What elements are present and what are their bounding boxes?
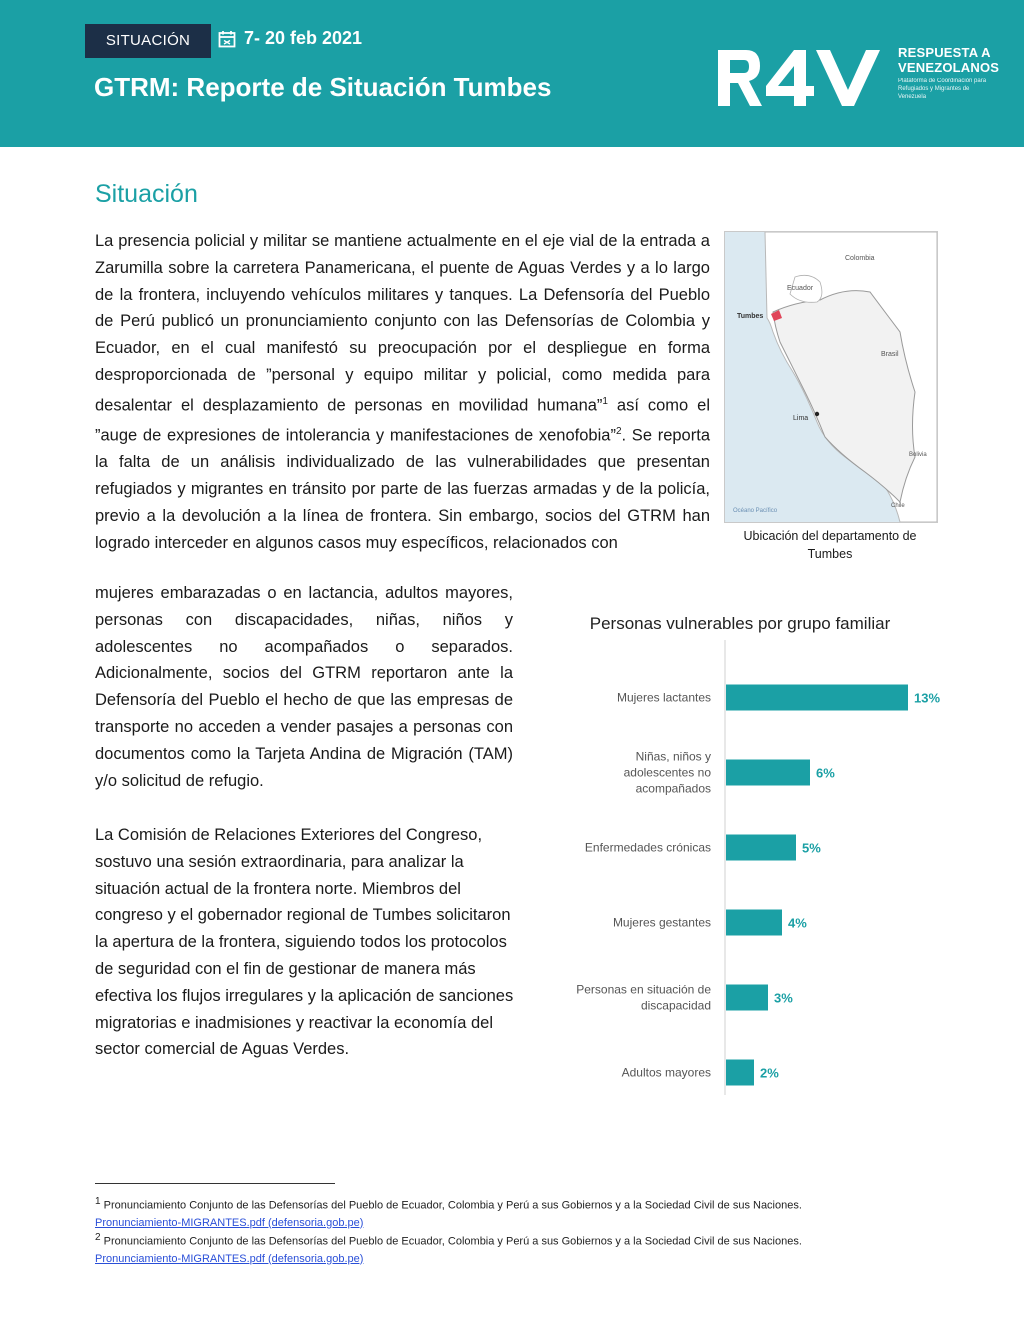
footnote-2-text: Pronunciamiento Conjunto de las Defensorías del Pueblo de Ecuador, Colombia y Perú a sus Gobiernos y a la Sociedad Civil de sus Naciones. [103, 1235, 802, 1248]
map-label-chile: Chile [891, 503, 905, 509]
map-label-ocean: Océano Pacífico [733, 508, 778, 514]
map-label-tumbes: Tumbes [737, 313, 764, 320]
map-label-brasil: Brasil [881, 351, 899, 358]
paragraph-2: La Comisión de Relaciones Exteriores del Congreso, sostuvo una sesión extraordinaria, para analizar la situación actual de la frontera norte. Miembros del congreso y el gobernador regional de Tumbes solicitaron la apertura de la frontera, siguiendo todos los protocolos de seguridad con el fin de gestionar de manera más efectiva los flujos irregulares y la aplicación de sanciones migratorias e inadmisiones y reactivar la economía del sector comercial de Aguas Verdes. [95, 826, 514, 1059]
chart-category-label: Personas en situación de discapacidad [576, 982, 711, 1013]
map-label-colombia: Colombia [845, 255, 875, 262]
chart-value-label: 2% [760, 1065, 779, 1081]
date-text: 7- 20 feb 2021 [244, 28, 363, 48]
chart-value-label: 5% [802, 840, 821, 856]
map-caption: Ubicación del departamento de Tumbes [743, 529, 917, 561]
footnote-2-link[interactable]: Pronunciamiento-MIGRANTES.pdf (defensoria.gob.pe) [95, 1252, 364, 1265]
footnote-1-link[interactable]: Pronunciamiento-MIGRANTES.pdf (defensoria.gob.pe) [95, 1216, 364, 1229]
chart-bar [726, 985, 768, 1011]
chart-category-label: Mujeres gestantes [612, 915, 711, 930]
chart-category-label: Mujeres lactantes [616, 690, 711, 705]
chart-category-label: Adultos mayores [621, 1065, 711, 1080]
logo-subtitle: Plataforma de Coordinación para Refugiados y Migrantes de Venezuela [898, 78, 987, 100]
calendar-icon [218, 30, 236, 48]
footnote-ref-2: 2 [615, 426, 622, 438]
footnote-2-number: 2 [95, 1232, 101, 1243]
report-date [218, 28, 362, 49]
map-graphic [725, 232, 937, 522]
chart-bar [726, 910, 782, 936]
paragraph-1-part1: La presencia policial y militar se mantiene actualmente en el eje vial de la entrada a Zarumilla sobre la carretera Panamericana, el puente de Aguas Verdes y a lo largo de la frontera, incluyendo vehículos militares y tanques. La Defensoría del Pueblo de Perú publicó un pronunciamiento conjunto con las Defensorías de Colombia y Ecuador, en el cual manifestó su preocupación por el despliegue en forma desproporcionada de ”personal y equipo militar y policial, como medida para desalentar el desplazamiento de personas en movilidad humana” [95, 232, 710, 415]
vulnerable-persons-bar-chart [530, 640, 960, 1115]
report-header [0, 0, 1024, 147]
footnote-1 [95, 1193, 802, 1232]
footnote-1-number: 1 [95, 1196, 101, 1207]
chart-value-label: 13% [914, 690, 941, 706]
chart-bar [726, 760, 810, 786]
map-label-bolivia: Bolivia [909, 452, 927, 458]
chart-value-label: 4% [788, 915, 807, 931]
logo-line2: VENEZOLANOS [898, 60, 1000, 75]
chart-value-label: 3% [774, 990, 793, 1006]
chart-category-label: Enfermedades crónicas [584, 840, 711, 855]
tumbes-location-map [724, 231, 938, 523]
footnote-2 [95, 1229, 802, 1268]
paragraph-1-part2: así como el ”auge de expresiones de intolerancia y manifestaciones de xenofobia” [95, 396, 710, 445]
section-tag: SITUACIÓN [85, 24, 211, 58]
logo-line1: RESPUESTA A [898, 45, 991, 60]
chart-bar [726, 685, 908, 711]
map-label-ecuador: Ecuador [787, 285, 814, 292]
chart-title: Personas vulnerables por grupo familiar [589, 614, 891, 633]
logo-text [898, 45, 999, 101]
footnote-1-text: Pronunciamiento Conjunto de las Defensorías del Pueblo de Ecuador, Colombia y Perú a sus Gobiernos y a la Sociedad Civil de sus Naciones. [103, 1199, 802, 1212]
section-title: Situación [95, 180, 198, 208]
chart-category-label: Niñas, niños y adolescentes no acompañados [623, 749, 711, 796]
map-label-lima: Lima [793, 415, 809, 422]
report-title: GTRM: Reporte de Situación Tumbes [94, 72, 552, 102]
chart-bar [726, 1060, 754, 1086]
footnote-ref-1: 1 [602, 395, 608, 407]
paragraph-1 [95, 228, 710, 557]
chart-value-label: 6% [816, 765, 835, 781]
chart-bar [726, 835, 796, 861]
footnote-divider [95, 1183, 335, 1184]
paragraph-1-part3: . Se reporta la falta de un análisis individualizado de las vulnerabilidades que presentan refugiados y migrantes en tránsito por parte de las fuerzas armadas y de la policía, previo a la devolución a la línea de frontera. Sin embargo, socios del GTRM han logrado interceder en algunos casos muy específicos, relacionados con [95, 426, 710, 552]
paragraph-1-continued: mujeres embarazadas o en lactancia, adultos mayores, personas con discapacidades, niñas, niños y adolescentes no acompañados o separados. Adicionalmente, socios del GTRM reportaron ante la Defensoría del Pueblo el hecho de que las empresas de transporte no acceden a vender pasajes a personas con documentos como la Tarjeta Andina de Migración (TAM) y/o solicitud de refugio. [95, 584, 513, 790]
